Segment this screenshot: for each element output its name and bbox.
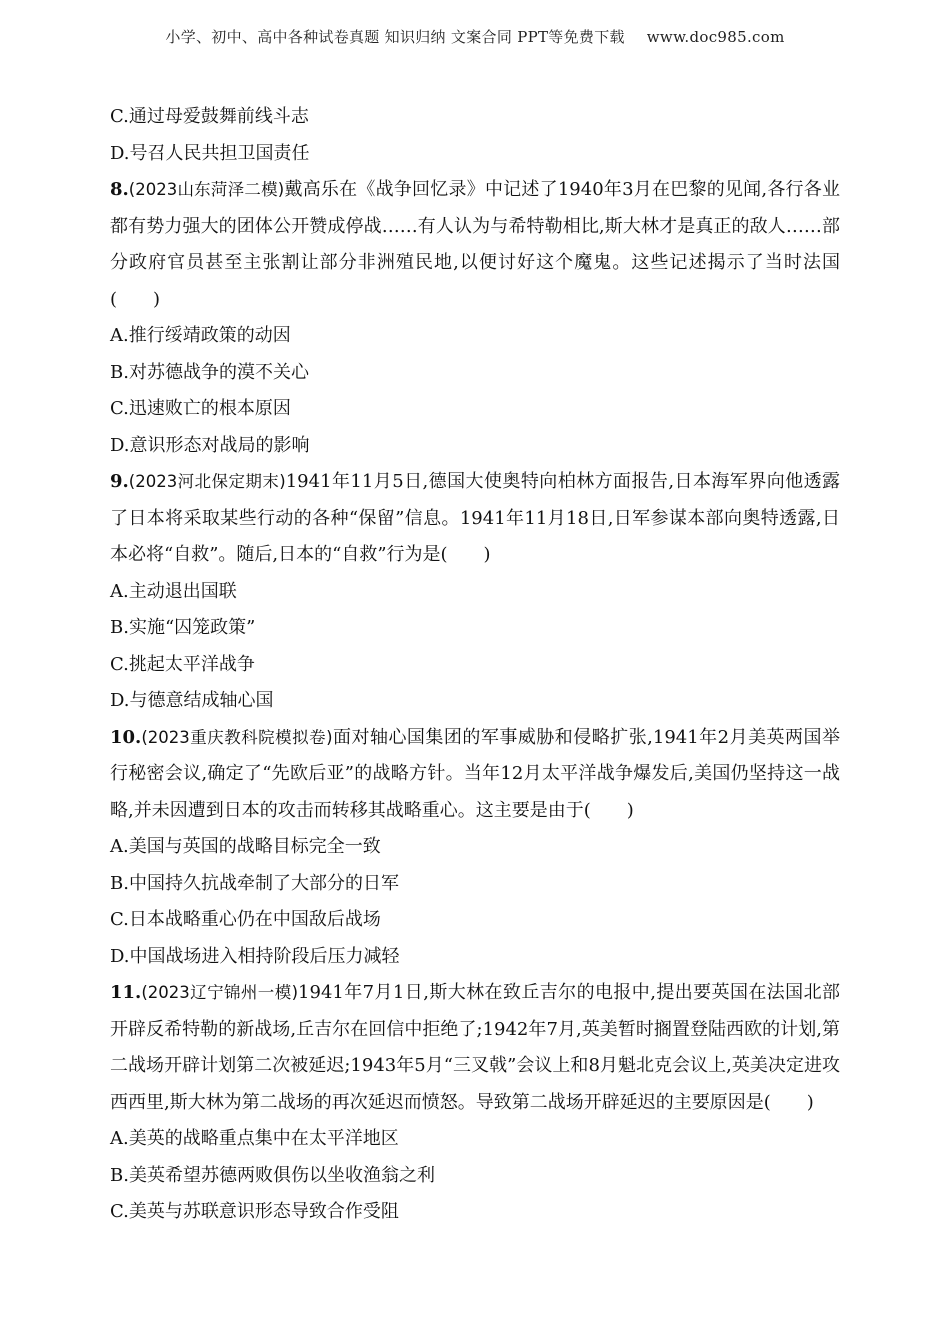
question-text: 戴高乐在《战争回忆录》中记述了1940年3月在巴黎的见闻,各行各业都有势力强大的团体公开赞成停战……有人认为与希特勒相比,斯大林才是真正的敌人……部分政府官员甚至主张割让部分非洲殖民地,以便讨好这个魔鬼。这些记述揭示了当时法国( )	[110, 179, 840, 310]
option: A.美英的战略重点集中在太平洋地区	[110, 1128, 399, 1149]
question-stem	[110, 172, 840, 318]
question-text: 1941年7月1日,斯大林在致丘吉尔的电报中,提出要英国在法国北部开辟反希特勒的新战场,丘吉尔在回信中拒绝了;1942年7月,英美暂时搁置登陆西欧的计划,第二战场开辟计划第二次被延迟;1943年5月“三叉戟”会议上和8月魁北克会议上,英美决定进攻西西里,斯大林为第二战场的再次延迟而愤怒。导致第二战场开辟延迟的主要原因是( )	[110, 982, 840, 1113]
option: C.挑起太平洋战争	[110, 653, 255, 675]
option: C.迅速败亡的根本原因	[110, 398, 291, 419]
question-text: 1941年11月5日,德国大使奥特向柏林方面报告,日本海军界向他透露了日本将采取某些行动的各种“保留”信息。1941年11月18日,日军参谋本部向奥特透露,日本必将“自救”。随后,日本的“自救”行为是( )	[110, 471, 841, 565]
page-content	[110, 99, 840, 1231]
question-stem	[110, 720, 840, 830]
option: A.推行绥靖政策的动因	[110, 325, 291, 346]
question-text: 面对轴心国集团的军事威胁和侵略扩张,1941年2月美英两国举行秘密会议,确定了“先欧后亚”的战略方针。当年12月太平洋战争爆发后,美国仍坚持这一战略,并未因遭到日本的攻击而转移其战略重心。这主要是由于( )	[110, 726, 841, 821]
option: B.中国持久抗战牵制了大部分的日军	[110, 872, 399, 894]
option: C.通过母爱鼓舞前线斗志	[110, 106, 309, 127]
header-text: 小学、初中、高中各种试卷真题 知识归纳 文案合同 PPT等免费下载	[165, 28, 625, 46]
question-stem	[110, 464, 840, 574]
question-number: 11.	[110, 982, 142, 1003]
option: B.对苏德战争的漠不关心	[110, 361, 309, 383]
option: B.美英希望苏德两败俱伤以坐收渔翁之利	[110, 1164, 435, 1186]
option: D.号召人民共担卫国责任	[110, 142, 310, 164]
question-source: (2023辽宁锦州一模)	[141, 983, 299, 1002]
option: A.主动退出国联	[110, 580, 237, 602]
option: A.美国与英国的战略目标完全一致	[110, 836, 381, 857]
question-source: (2023重庆教科院模拟卷)	[141, 727, 333, 747]
question-source: (2023山东菏泽二模)	[128, 180, 285, 199]
question-source: (2023河北保定期末)	[128, 472, 286, 491]
option: C.日本战略重心仍在中国敌后战场	[110, 909, 381, 930]
question-number: 8.	[110, 179, 129, 200]
question-number: 9.	[110, 471, 129, 492]
page-header	[0, 26, 950, 47]
option: D.中国战场进入相持阶段后压力减轻	[110, 945, 400, 967]
question-number: 10.	[110, 726, 142, 748]
question-stem	[110, 975, 840, 1121]
header-url[interactable]: www.doc985.com	[646, 28, 785, 46]
option: D.与德意结成轴心国	[110, 690, 274, 711]
option: D.意识形态对战局的影响	[110, 434, 310, 456]
option: C.美英与苏联意识形态导致合作受阻	[110, 1201, 399, 1222]
option: B.实施“囚笼政策”	[110, 617, 256, 638]
